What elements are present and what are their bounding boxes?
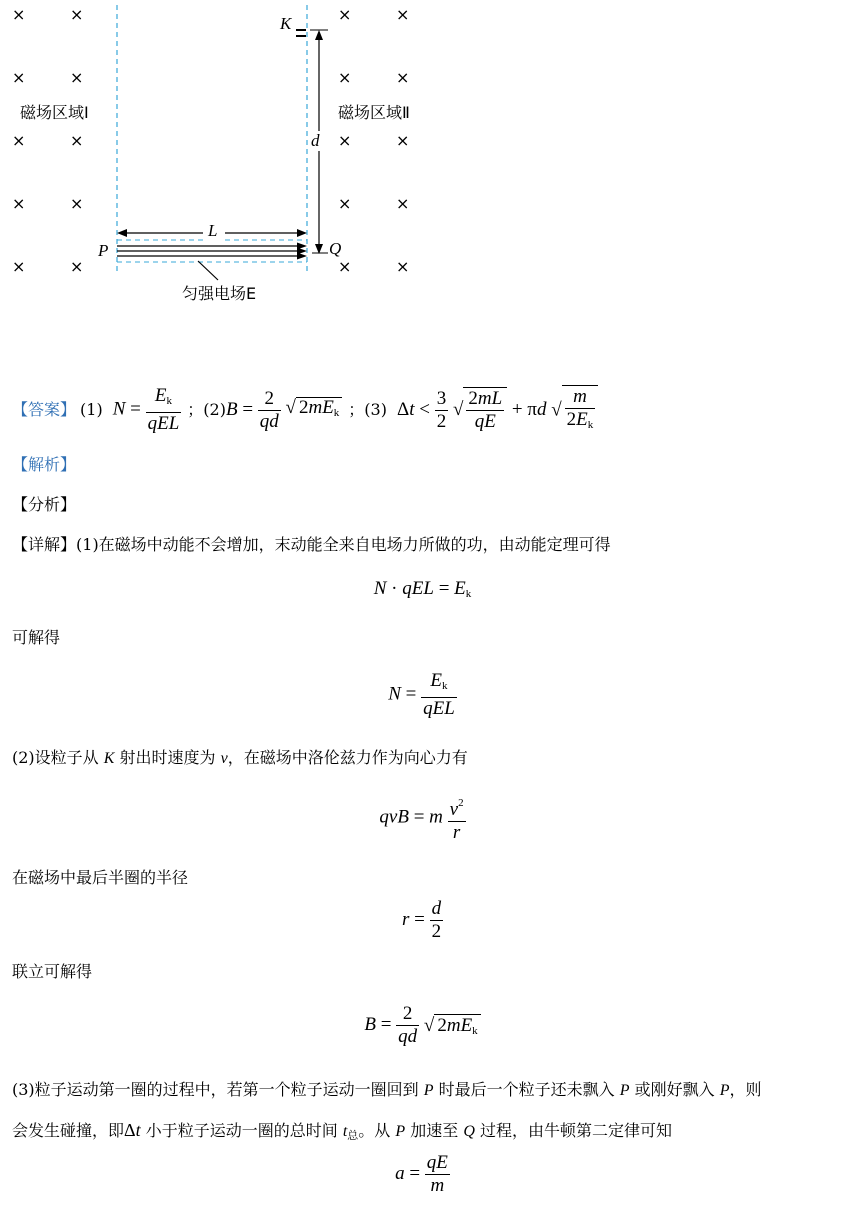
equation-radius: r = $\frac{d}{2}$: [401, 898, 442, 942]
equation-n: N = $\frac{E_k}{\text{qEL}}$: [388, 670, 455, 719]
detail-var-p: P: [423, 1082, 434, 1099]
cross-mark: ×: [338, 68, 352, 87]
answer-formula-1: N = $\frac{E_k}{\text{qEL}}$: [112, 385, 180, 434]
equation-acceleration: a = $\frac{qE}{m}$: [395, 1152, 448, 1196]
solve-text-1: 可解得: [12, 628, 61, 647]
label-p: P: [98, 241, 109, 260]
equation-work-energy: N · qEL = $E_k$: [373, 578, 472, 600]
label-q: Q: [329, 239, 342, 258]
cross-mark: ×: [338, 131, 352, 150]
detail-line-3: [12, 1080, 762, 1101]
cross-mark: ×: [70, 131, 84, 150]
detail-var-v: v: [220, 750, 228, 767]
answer-part1-label: (1): [80, 400, 103, 419]
field-label: 匀强电场E: [182, 284, 257, 303]
detail-text-4d: 加速至: [410, 1121, 459, 1140]
detail-line-2: [12, 748, 468, 769]
detail-text-2c: ，在磁场中洛伦兹力作为向心力有: [227, 748, 468, 767]
cross-mark: ×: [338, 257, 352, 276]
answer-line: [12, 380, 598, 440]
cross-mark: ×: [338, 5, 352, 24]
cross-mark: ×: [12, 194, 26, 213]
analysis-tag: 【解析】: [12, 455, 77, 474]
detail-var-k: K: [103, 750, 115, 767]
cross-mark: ×: [70, 68, 84, 87]
l-arrow-head-left: [117, 229, 127, 237]
cross-mark: ×: [70, 5, 84, 24]
cross-mark: ×: [12, 257, 26, 276]
answer-formula-3: Δt < $\frac{3}{2}$ √ $\frac{2mL}{qE}$ + πd √ $\frac{m}{2E_k}$: [397, 385, 598, 436]
cross-mark: ×: [70, 194, 84, 213]
cross-mark: ×: [12, 5, 26, 24]
combine-text: 联立可解得: [12, 962, 93, 981]
detail-var-q: Q: [463, 1123, 475, 1140]
equation-b: B = $\frac{2}{qd}$ √ $2mE_k$: [0, 1003, 845, 1048]
cross-mark: ×: [396, 131, 410, 150]
field-arrow-head-3: [297, 253, 307, 260]
label-l: L: [208, 221, 218, 240]
detail-line-4: [12, 1120, 672, 1146]
answer-sep-2: ；(3): [348, 400, 387, 419]
cross-mark: ×: [70, 257, 84, 276]
detail-var-t-sub: 总: [347, 1129, 359, 1142]
detail-text-4e: 过程，由牛顿第二定律可知: [480, 1121, 673, 1140]
detail-line-1: [12, 535, 611, 555]
cross-mark: ×: [12, 68, 26, 87]
detail-text-1: (1)在磁场中动能不会增加，末动能全来自电场力所做的功，由动能定理可得: [76, 535, 611, 554]
field-leader-line: [198, 261, 218, 280]
detail-text-3a: (3)粒子运动第一圈的过程中，若第一个粒子运动一圈回到: [12, 1080, 419, 1099]
cross-mark: ×: [12, 131, 26, 150]
figure-lines: [0, 0, 845, 310]
detail-text-2a: (2)设粒子从: [12, 748, 99, 767]
cross-mark: ×: [396, 5, 410, 24]
equation-lorentz: qvB = m $\frac{v^2}{r}$: [0, 792, 845, 844]
fenxi-tag: 【分析】: [12, 495, 77, 514]
detail-text-2b: 射出时速度为: [119, 748, 216, 767]
label-d: d: [311, 131, 320, 150]
detail-text-4b: 小于粒子运动一圈的总时间: [145, 1121, 338, 1140]
detail-var-p: P: [395, 1123, 406, 1140]
radius-text: 在磁场中最后半圈的半径: [12, 868, 189, 887]
cross-mark: ×: [396, 257, 410, 276]
answer-tag: 【答案】: [12, 400, 77, 419]
detail-text-3c: 或刚好飘入: [634, 1080, 715, 1099]
l-arrow-head-right: [297, 229, 307, 237]
answer-formula-2: B = $\frac{2}{qd}$ √ $2mE_k$: [226, 388, 342, 433]
detail-text-4a: 会发生碰撞，即: [12, 1121, 125, 1140]
region-right-label: 磁场区域Ⅱ: [338, 103, 410, 122]
detail-var-p: P: [719, 1082, 730, 1099]
cross-mark: ×: [338, 194, 352, 213]
d-arrow-head-top: [315, 30, 323, 40]
detail-text-3b: 时最后一个粒子还未飘入: [438, 1080, 615, 1099]
cross-mark: ×: [396, 68, 410, 87]
detail-tag: 【详解】: [12, 535, 77, 554]
cross-mark: ×: [396, 194, 410, 213]
detail-var-p: P: [619, 1082, 630, 1099]
answer-sep-1: ；(2): [187, 400, 226, 419]
detail-text-3d: ，则: [729, 1080, 762, 1099]
label-k: K: [280, 14, 292, 33]
delta-t: Δt: [124, 1120, 141, 1140]
region-left-label: 磁场区域Ⅰ: [20, 103, 89, 122]
detail-text-4c: 。从: [358, 1121, 391, 1140]
detail-var-t: t: [342, 1123, 348, 1140]
